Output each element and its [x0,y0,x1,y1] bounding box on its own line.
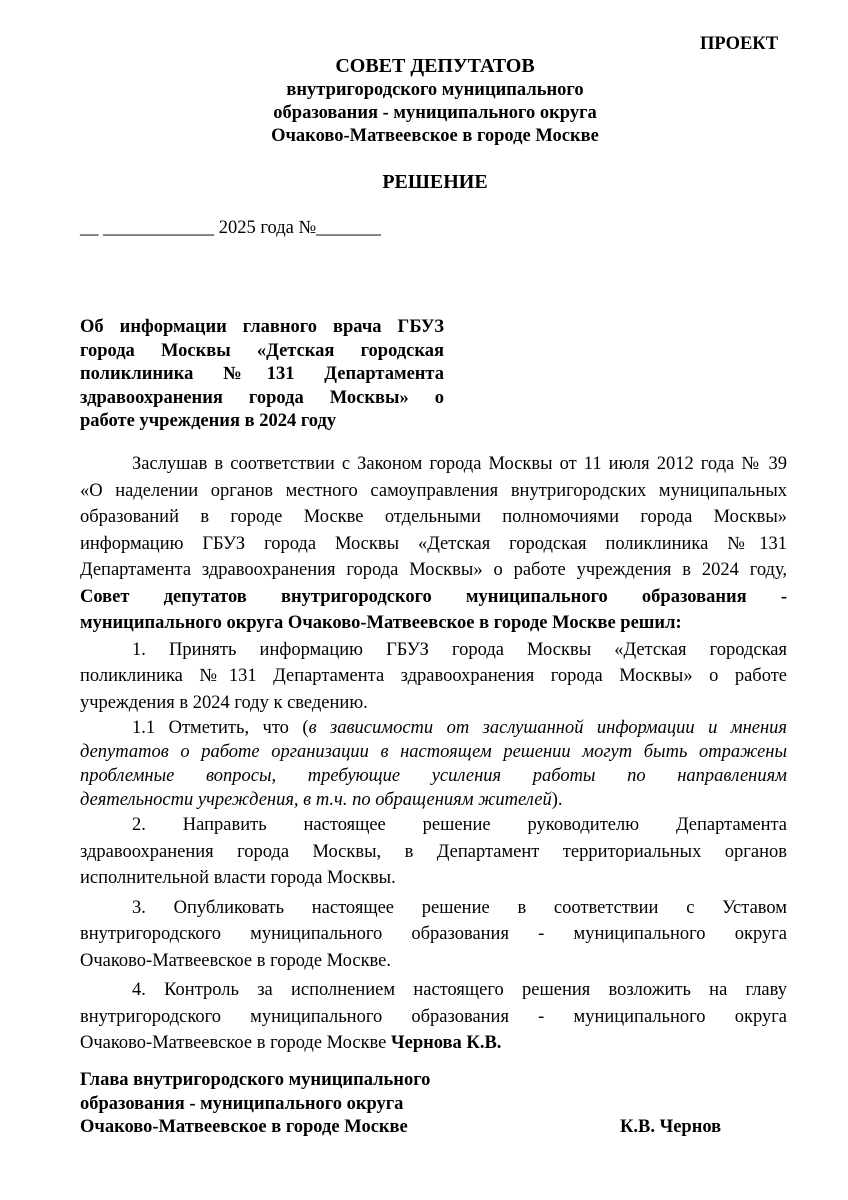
draft-stamp: ПРОЕКТ [700,34,779,54]
item-italic: в зависимости от заслушанной информации и мнения [308,718,787,738]
item-line: 2. Направить настоящее решение руководителю Департамента [132,815,787,835]
preamble-line: информацию ГБУЗ города Москвы «Детская городская поликлиника №131 [80,533,787,554]
item-line: поликлиника №131 Департамента здравоохранения города Москвы» о работе [80,666,787,686]
signature-title-line: Глава внутригородского муниципального [80,1070,431,1090]
item-italic: деятельности учреждения, в т.ч. по обращениям жителей [80,790,552,810]
item-line: 1. Принять информацию ГБУЗ города Москвы «Детская городская [132,639,787,660]
document-type: РЕШЕНИЕ [382,171,488,193]
signature-title-line: образования - муниципального округа [80,1093,404,1114]
council-title: СОВЕТ ДЕПУТАТОВ [335,55,535,77]
signature-block [80,1069,430,1140]
item-1 [80,637,787,717]
preamble-line: Заслушав в соответствии с Законом города Москвы от 11 июля 2012 года № 39 [132,454,787,474]
item-line [80,788,787,812]
item-line [80,1030,787,1057]
item-lead: 1.1 Отметить, что ( [132,718,309,738]
decision-body [80,451,787,1057]
preamble-line: «О наделении органов местного самоуправления внутригородских муниципальных [80,480,787,501]
item-3 [80,895,787,975]
header-line-2: внутригородского муниципального [286,80,584,100]
item-line: исполнительной власти города Москвы. [80,868,396,888]
item-1-1 [80,716,787,812]
item-2 [80,812,787,892]
signature-title-line: Очаково-Матвеевское в городе Москве [80,1117,408,1137]
preamble-line: образований в городе Москве отдельными полномочиями города Москвы» [80,507,787,527]
preamble-line: муниципального округа Очаково-Матвеевское в городе Москве решил: [80,613,682,633]
subject-line: здравоохранения города Москвы» о [80,387,444,408]
decision-subject [80,316,444,434]
subject-line: работе учреждения в 2024 году [80,411,337,431]
item-tail: ). [551,790,563,810]
subject-line: поликлиника №131 Департамента [80,364,444,384]
item-line: 4. Контроль за исполнением настоящего решения возложить на главу [132,980,787,1000]
preamble-line: Департамента здравоохранения города Москвы» о работе учреждения в 2024 году, [80,560,787,580]
item-line: Очаково-Матвеевское в городе Москве. [80,950,392,971]
preamble-line: Совет депутатов внутригородского муниципального образования - [80,586,787,607]
signatory-name: К.В. Чернов [620,1117,722,1137]
item-line: здравоохранения города Москвы, в Департамент территориальных органов [80,841,787,862]
item-text: Очаково-Матвеевское в городе Москве [80,1033,392,1053]
header-line-3: образования - муниципального округа [273,103,597,123]
item-line: учреждения в 2024 году к сведению. [80,692,368,713]
item-line: проблемные вопросы, требующие усиления работы по направлениям [80,766,787,786]
date-number-line: __ ____________ 2025 года №_______ [80,218,381,238]
item-line: 3. Опубликовать настоящее решение в соответствии с Уставом [132,897,787,918]
item-line: депутатов о работе организации в настоящем решении могут быть отражены [80,742,787,762]
subject-line: Об информации главного врача ГБУЗ [80,317,444,337]
header-line-4: Очаково-Матвеевское в городе Москве [271,126,599,146]
responsible-person: Чернова К.В. [391,1033,502,1053]
item-line [80,716,787,740]
item-line: внутригородского муниципального образования - муниципального округа [80,924,787,944]
item-4 [80,977,787,1057]
subject-line: города Москвы «Детская городская [80,340,444,361]
preamble [80,451,787,637]
item-line: внутригородского муниципального образования - муниципального округа [80,1006,787,1027]
